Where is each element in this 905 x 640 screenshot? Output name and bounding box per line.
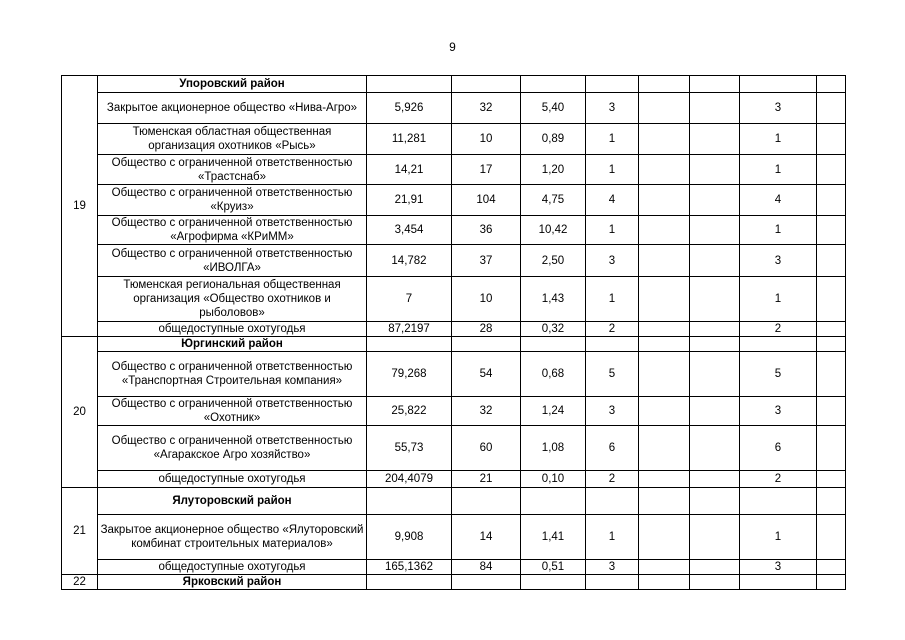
empty-cell	[521, 337, 586, 352]
area-cell: 87,2197	[367, 322, 452, 337]
empty-cell	[690, 76, 740, 93]
empty-cell	[452, 76, 521, 93]
table-row	[62, 277, 846, 322]
quota-cell: 1	[586, 277, 639, 322]
density-cell: 0,89	[521, 124, 586, 155]
area-cell: 14,21	[367, 155, 452, 185]
col6-cell	[639, 471, 690, 488]
area-cell: 11,281	[367, 124, 452, 155]
quota-cell: 1	[586, 155, 639, 185]
district-name: Ялуторовский район	[98, 488, 367, 515]
empty-cell	[639, 488, 690, 515]
col7-cell	[690, 426, 740, 471]
district-name: Юргинский район	[98, 337, 367, 352]
col9-cell	[817, 397, 846, 426]
empty-cell	[639, 575, 690, 590]
col9-cell	[817, 155, 846, 185]
section-number: 22	[62, 575, 98, 590]
col9-cell	[817, 93, 846, 124]
area-cell: 5,926	[367, 93, 452, 124]
table-body	[62, 76, 846, 590]
organization-name: Общество с ограниченной ответственностью «Транспортная Строительная компания»	[98, 352, 367, 397]
col9-cell	[817, 322, 846, 337]
table-row	[62, 397, 846, 426]
col6-cell	[639, 322, 690, 337]
organization-name: Общество с ограниченной ответственностью «ИВОЛГА»	[98, 245, 367, 277]
density-cell: 10,42	[521, 216, 586, 245]
col8-cell: 1	[740, 277, 817, 322]
empty-cell	[690, 575, 740, 590]
quota-cell: 3	[586, 560, 639, 575]
organization-name: Общество с ограниченной ответственностью «Круиз»	[98, 185, 367, 216]
col8-cell: 1	[740, 155, 817, 185]
table-row	[62, 560, 846, 575]
col7-cell	[690, 471, 740, 488]
quota-cell: 1	[586, 216, 639, 245]
col7-cell	[690, 155, 740, 185]
table-row	[62, 216, 846, 245]
quota-cell: 2	[586, 322, 639, 337]
col8-cell: 5	[740, 352, 817, 397]
empty-cell	[817, 76, 846, 93]
empty-cell	[740, 575, 817, 590]
empty-cell	[521, 575, 586, 590]
col8-cell: 2	[740, 471, 817, 488]
count-cell: 32	[452, 93, 521, 124]
col8-cell: 3	[740, 245, 817, 277]
quota-cell: 5	[586, 352, 639, 397]
col9-cell	[817, 515, 846, 560]
empty-cell	[586, 337, 639, 352]
quota-cell: 3	[586, 397, 639, 426]
col6-cell	[639, 155, 690, 185]
empty-cell	[452, 337, 521, 352]
col6-cell	[639, 560, 690, 575]
quota-cell: 4	[586, 185, 639, 216]
empty-cell	[586, 488, 639, 515]
density-cell: 0,68	[521, 352, 586, 397]
table-row	[62, 245, 846, 277]
organization-name: общедоступные охотугодья	[98, 471, 367, 488]
col8-cell: 6	[740, 426, 817, 471]
col6-cell	[639, 515, 690, 560]
area-cell: 21,91	[367, 185, 452, 216]
empty-cell	[452, 575, 521, 590]
count-cell: 17	[452, 155, 521, 185]
organization-name: общедоступные охотугодья	[98, 322, 367, 337]
col9-cell	[817, 245, 846, 277]
empty-cell	[367, 337, 452, 352]
density-cell: 2,50	[521, 245, 586, 277]
count-cell: 36	[452, 216, 521, 245]
col9-cell	[817, 277, 846, 322]
quota-cell: 1	[586, 124, 639, 155]
col7-cell	[690, 185, 740, 216]
count-cell: 28	[452, 322, 521, 337]
col7-cell	[690, 560, 740, 575]
area-cell: 3,454	[367, 216, 452, 245]
area-cell: 9,908	[367, 515, 452, 560]
col6-cell	[639, 245, 690, 277]
col6-cell	[639, 124, 690, 155]
area-cell: 165,1362	[367, 560, 452, 575]
density-cell: 5,40	[521, 93, 586, 124]
organization-name: Тюменская региональная общественная организация «Общество охотников и рыболовов»	[98, 277, 367, 322]
empty-cell	[367, 76, 452, 93]
count-cell: 37	[452, 245, 521, 277]
organization-name: Общество с ограниченной ответственностью «Агаракское Агро хозяйство»	[98, 426, 367, 471]
empty-cell	[639, 76, 690, 93]
empty-cell	[367, 575, 452, 590]
density-cell: 1,24	[521, 397, 586, 426]
organization-name: Общество с ограниченной ответственностью «Охотник»	[98, 397, 367, 426]
organization-name: Закрытое акционерное общество «Ялуторовский комбинат строительных материалов»	[98, 515, 367, 560]
table-row	[62, 322, 846, 337]
district-row	[62, 337, 846, 352]
col9-cell	[817, 352, 846, 397]
district-row	[62, 488, 846, 515]
table-row	[62, 124, 846, 155]
table-row	[62, 185, 846, 216]
empty-cell	[817, 488, 846, 515]
count-cell: 60	[452, 426, 521, 471]
empty-cell	[586, 575, 639, 590]
quota-cell: 2	[586, 471, 639, 488]
empty-cell	[367, 488, 452, 515]
quota-cell: 3	[586, 245, 639, 277]
density-cell: 0,32	[521, 322, 586, 337]
empty-cell	[639, 337, 690, 352]
col9-cell	[817, 216, 846, 245]
organization-name: Тюменская областная общественная организация охотников «Рысь»	[98, 124, 367, 155]
col7-cell	[690, 322, 740, 337]
count-cell: 10	[452, 124, 521, 155]
section-number: 21	[62, 488, 98, 575]
quota-cell: 1	[586, 515, 639, 560]
district-row	[62, 76, 846, 93]
table-row	[62, 426, 846, 471]
section-number: 20	[62, 337, 98, 488]
count-cell: 104	[452, 185, 521, 216]
empty-cell	[690, 488, 740, 515]
area-cell: 7	[367, 277, 452, 322]
count-cell: 84	[452, 560, 521, 575]
col7-cell	[690, 515, 740, 560]
empty-cell	[521, 76, 586, 93]
col7-cell	[690, 216, 740, 245]
count-cell: 10	[452, 277, 521, 322]
empty-cell	[740, 76, 817, 93]
col8-cell: 1	[740, 216, 817, 245]
col9-cell	[817, 471, 846, 488]
col7-cell	[690, 245, 740, 277]
col6-cell	[639, 352, 690, 397]
col7-cell	[690, 124, 740, 155]
quota-cell: 6	[586, 426, 639, 471]
col8-cell: 3	[740, 560, 817, 575]
district-name: Ярковский район	[98, 575, 367, 590]
col6-cell	[639, 185, 690, 216]
district-name: Упоровский район	[98, 76, 367, 93]
col6-cell	[639, 277, 690, 322]
organization-name: Закрытое акционерное общество «Нива-Агро»	[98, 93, 367, 124]
col9-cell	[817, 426, 846, 471]
empty-cell	[740, 488, 817, 515]
count-cell: 32	[452, 397, 521, 426]
count-cell: 14	[452, 515, 521, 560]
district-row	[62, 575, 846, 590]
count-cell: 54	[452, 352, 521, 397]
organization-name: Общество с ограниченной ответственностью «Агрофирма «КРиММ»	[98, 216, 367, 245]
density-cell: 4,75	[521, 185, 586, 216]
col8-cell: 2	[740, 322, 817, 337]
col8-cell: 4	[740, 185, 817, 216]
col8-cell: 1	[740, 515, 817, 560]
col9-cell	[817, 185, 846, 216]
quota-table	[61, 75, 846, 590]
area-cell: 79,268	[367, 352, 452, 397]
col7-cell	[690, 93, 740, 124]
empty-cell	[586, 76, 639, 93]
page-number: 9	[449, 40, 456, 54]
col7-cell	[690, 397, 740, 426]
empty-cell	[690, 337, 740, 352]
col9-cell	[817, 124, 846, 155]
col8-cell: 3	[740, 93, 817, 124]
col7-cell	[690, 277, 740, 322]
area-cell: 204,4079	[367, 471, 452, 488]
empty-cell	[817, 575, 846, 590]
table-row	[62, 471, 846, 488]
area-cell: 14,782	[367, 245, 452, 277]
empty-cell	[521, 488, 586, 515]
col6-cell	[639, 216, 690, 245]
area-cell: 55,73	[367, 426, 452, 471]
density-cell: 1,08	[521, 426, 586, 471]
organization-name: Общество с ограниченной ответственностью «Трастснаб»	[98, 155, 367, 185]
organization-name: общедоступные охотугодья	[98, 560, 367, 575]
table-row	[62, 515, 846, 560]
table-row	[62, 155, 846, 185]
density-cell: 0,51	[521, 560, 586, 575]
section-number: 19	[62, 76, 98, 337]
col6-cell	[639, 426, 690, 471]
col6-cell	[639, 397, 690, 426]
area-cell: 25,822	[367, 397, 452, 426]
empty-cell	[740, 337, 817, 352]
density-cell: 1,43	[521, 277, 586, 322]
density-cell: 1,20	[521, 155, 586, 185]
col7-cell	[690, 352, 740, 397]
col6-cell	[639, 93, 690, 124]
density-cell: 1,41	[521, 515, 586, 560]
table-row	[62, 352, 846, 397]
empty-cell	[452, 488, 521, 515]
col8-cell: 1	[740, 124, 817, 155]
table-row	[62, 93, 846, 124]
col8-cell: 3	[740, 397, 817, 426]
empty-cell	[817, 337, 846, 352]
quota-cell: 3	[586, 93, 639, 124]
density-cell: 0,10	[521, 471, 586, 488]
col9-cell	[817, 560, 846, 575]
count-cell: 21	[452, 471, 521, 488]
